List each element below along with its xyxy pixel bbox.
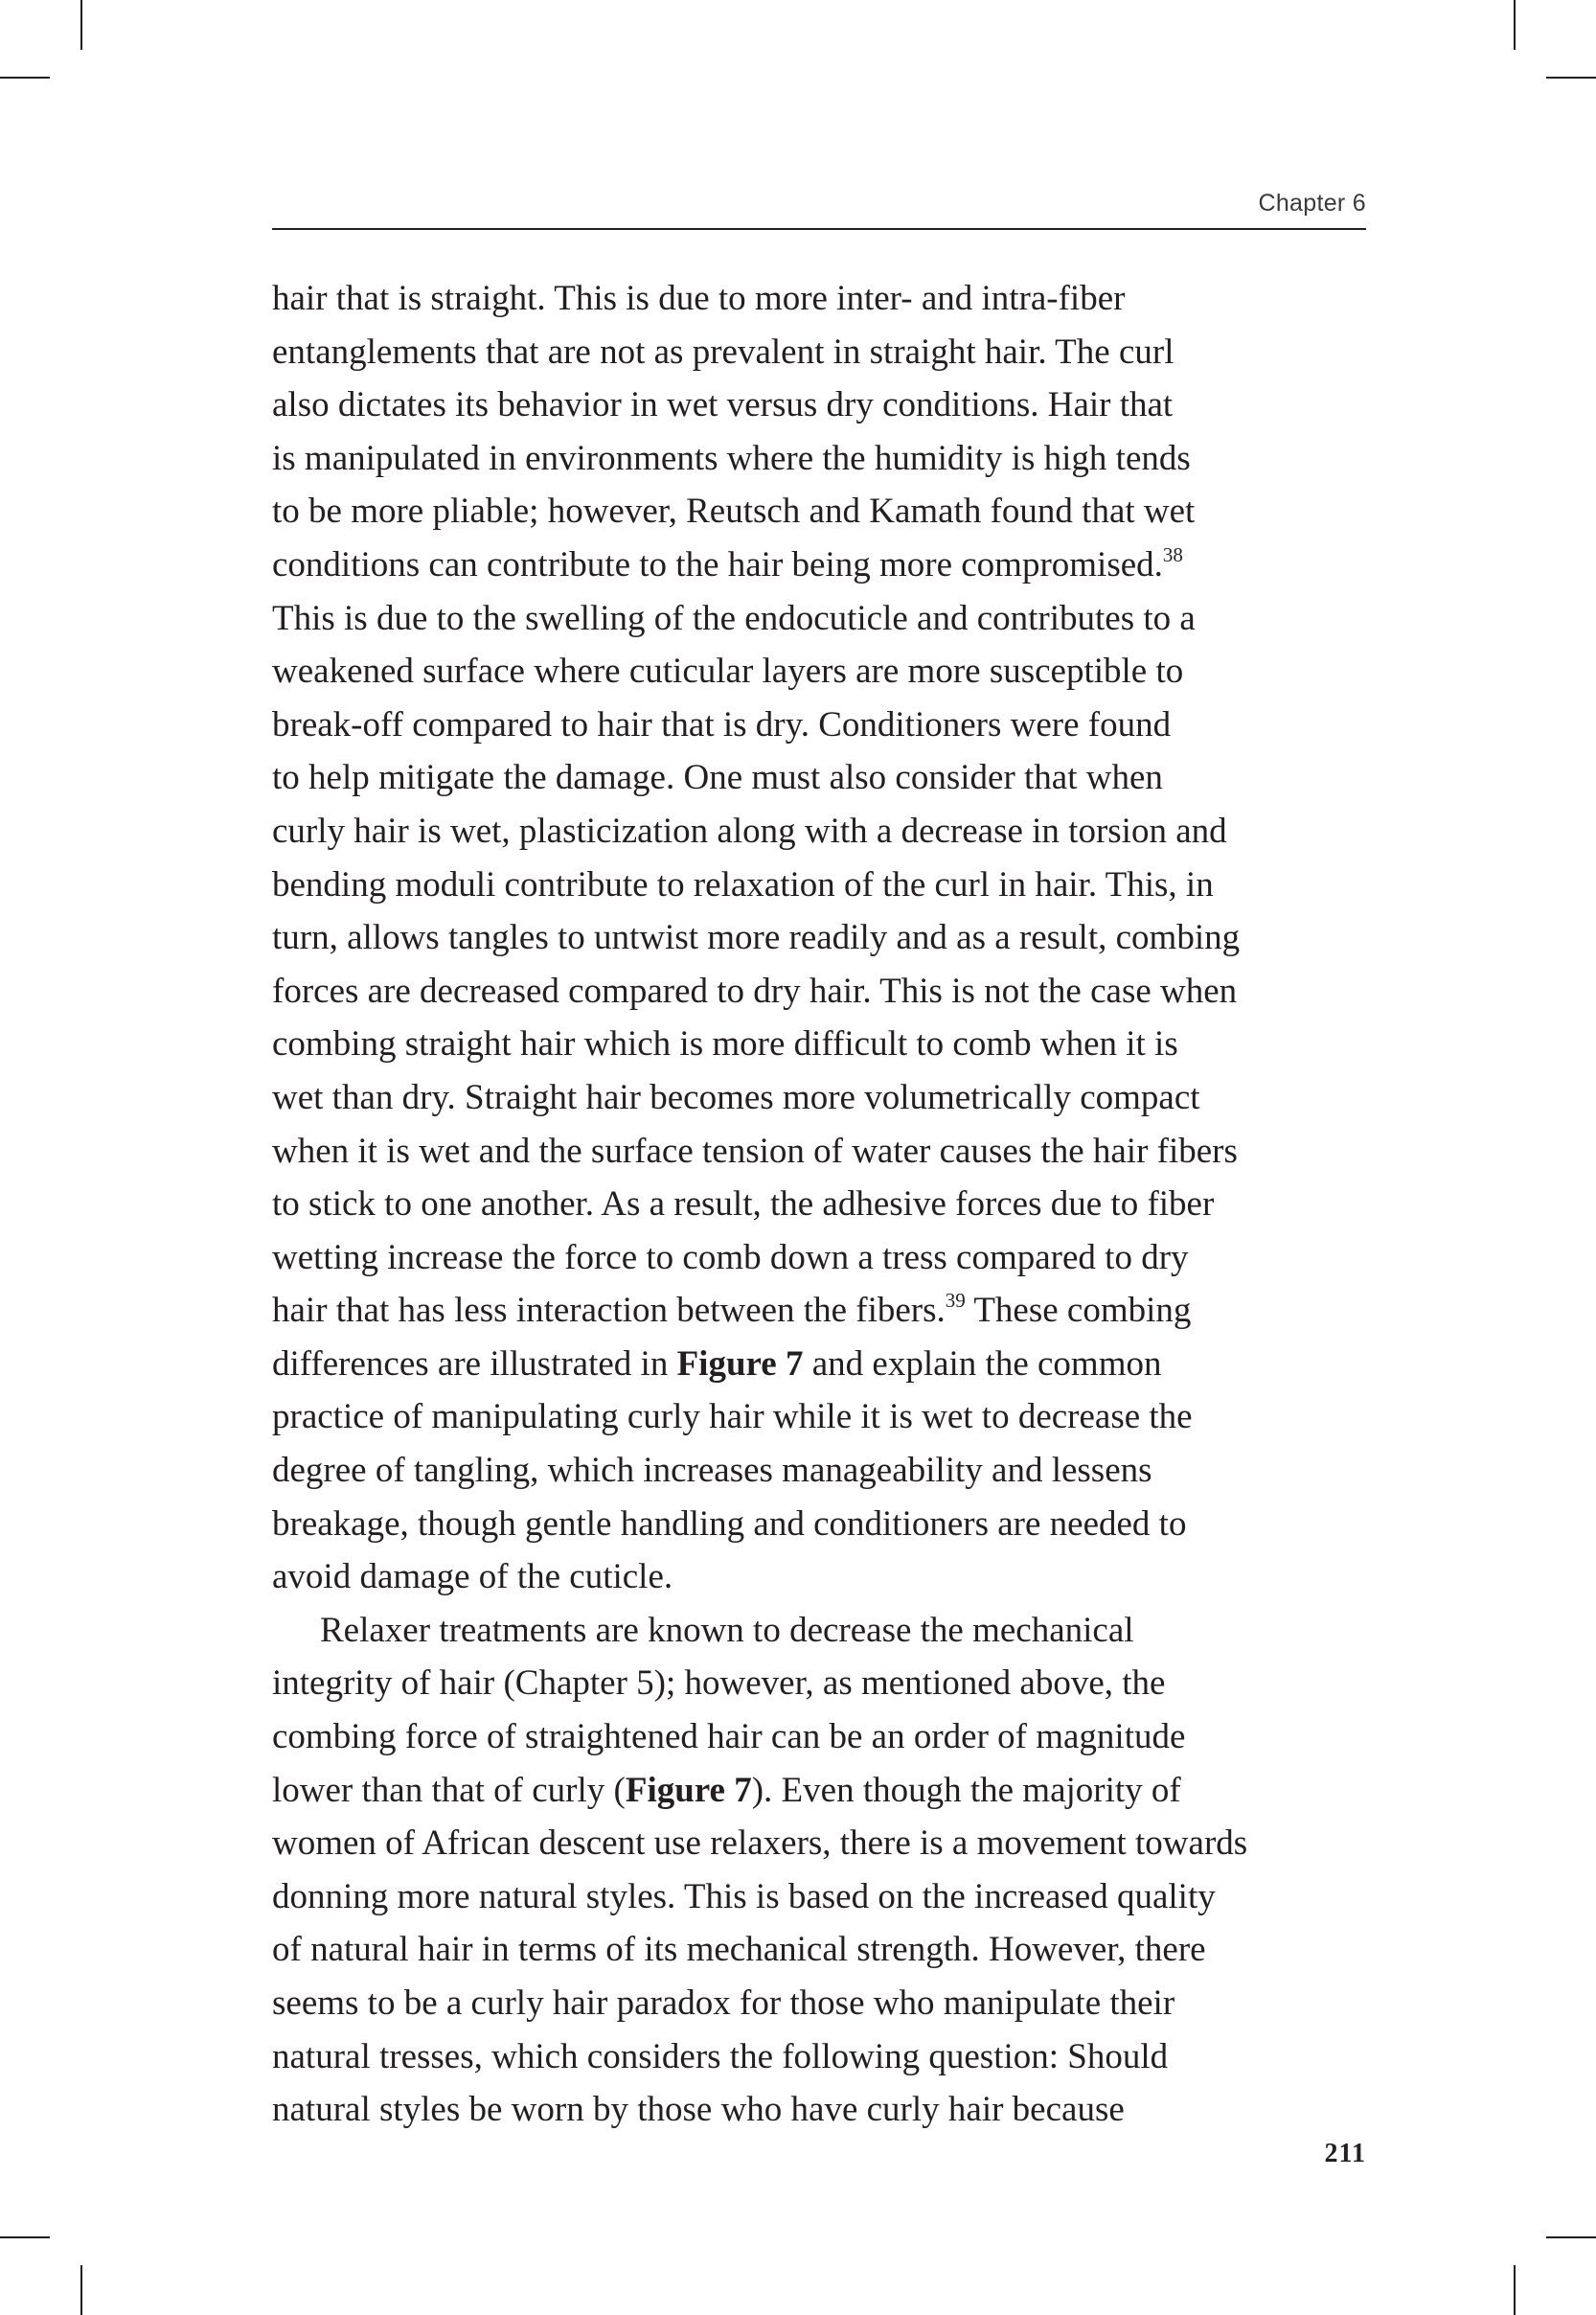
text-line: curly hair is wet, plasticization along with a decrease in torsion and — [272, 811, 1227, 851]
running-head — [272, 188, 1366, 230]
text-line — [272, 539, 1383, 592]
text-line: avoid damage of the cuticle. — [272, 1557, 673, 1597]
text-line: women of African descent use relaxers, there is a movement towards — [272, 1823, 1248, 1864]
text-line: Relaxer treatments are known to decrease the mechanical — [320, 1610, 1134, 1650]
text-line: natural styles be worn by those who have curly hair because — [272, 2090, 1125, 2130]
text-segment: ). Even though the majority of — [751, 1770, 1181, 1810]
text-line: of natural hair in terms of its mechanical strength. However, there — [272, 1930, 1206, 1970]
text-line: breakage, though gentle handling and conditioners are needed to — [272, 1503, 1187, 1544]
text-segment: and explain the common — [803, 1343, 1162, 1384]
text-segment: These combing — [965, 1291, 1192, 1331]
footnote-ref: 38 — [1162, 542, 1183, 566]
footnote-ref: 39 — [945, 1288, 966, 1312]
text-line: donning more natural styles. This is based on the increased quality — [272, 1876, 1216, 1916]
text-line: weakened surface where cuticular layers are more susceptible to — [272, 652, 1184, 692]
text-line: when it is wet and the surface tension of water causes the hair fibers — [272, 1131, 1238, 1171]
text-line: seems to be a curly hair paradox for those who manipulate their — [272, 1983, 1175, 2023]
text-line: also dictates its behavior in wet versus dry conditions. Hair that — [272, 385, 1174, 425]
chapter-label: Chapter 6 — [1258, 190, 1366, 217]
text-line — [272, 1284, 1383, 1338]
page-number: 211 — [1324, 2139, 1366, 2168]
text-line: to help mitigate the damage. One must also consider that when — [272, 758, 1163, 798]
text-segment: hair that has less interaction between the fibers. — [272, 1291, 946, 1331]
text-line: This is due to the swelling of the endocuticle and contributes to a — [272, 598, 1196, 638]
text-line: entanglements that are not as prevalent in straight hair. The curl — [272, 332, 1174, 372]
crop-mark-bottom-left-h — [0, 2236, 50, 2238]
text-line: to be more pliable; however, Reutsch and Kamath found that wet — [272, 492, 1196, 532]
text-line: is manipulated in environments where the humidity is high tends — [272, 438, 1191, 478]
text-line: break-off compared to hair that is dry. Conditioners were found — [272, 704, 1172, 745]
text-line: turn, allows tangles to untwist more readily and as a result, combing — [272, 918, 1241, 958]
body-text — [272, 272, 1383, 2137]
crop-mark-bottom-right-h — [1546, 2236, 1596, 2238]
crop-mark-bottom-left — [80, 2265, 82, 2315]
text-line: combing force of straightened hair can be an order of magnitude — [272, 1717, 1186, 1757]
text-line: bending moduli contribute to relaxation of the curl in hair. This, in — [272, 864, 1214, 905]
text-line: combing straight hair which is more difficult to comb when it is — [272, 1024, 1178, 1065]
crop-mark-top-left-h — [0, 77, 50, 79]
figure-reference: Figure 7 — [625, 1770, 752, 1810]
text-line: practice of manipulating curly hair while it is wet to decrease the — [272, 1397, 1193, 1437]
text-line: forces are decreased compared to dry hair. This is not the case when — [272, 971, 1238, 1011]
crop-mark-top-left — [80, 0, 82, 50]
text-line: wetting increase the force to comb down a tress compared to dry — [272, 1237, 1189, 1277]
text-segment: conditions can contribute to the hair being more compromised. — [272, 544, 1163, 584]
text-line: integrity of hair (Chapter 5); however, as mentioned above, the — [272, 1663, 1166, 1704]
text-line: degree of tangling, which increases manageability and lessens — [272, 1451, 1152, 1491]
text-line — [272, 1764, 1383, 1818]
text-line: natural tresses, which considers the following question: Should — [272, 2036, 1169, 2076]
crop-mark-bottom-right — [1514, 2265, 1516, 2315]
crop-mark-top-right-h — [1546, 77, 1596, 79]
text-segment: differences are illustrated in — [272, 1343, 677, 1384]
crop-mark-top-right — [1514, 0, 1516, 50]
figure-reference: Figure 7 — [676, 1343, 804, 1384]
text-line: hair that is straight. This is due to more inter- and intra-fiber — [272, 279, 1126, 318]
text-line: to stick to one another. As a result, the adhesive forces due to fiber — [272, 1184, 1215, 1225]
text-line — [272, 1338, 1383, 1391]
text-segment: lower than that of curly ( — [272, 1770, 626, 1810]
text-line: wet than dry. Straight hair becomes more volumetrically compact — [272, 1077, 1200, 1117]
